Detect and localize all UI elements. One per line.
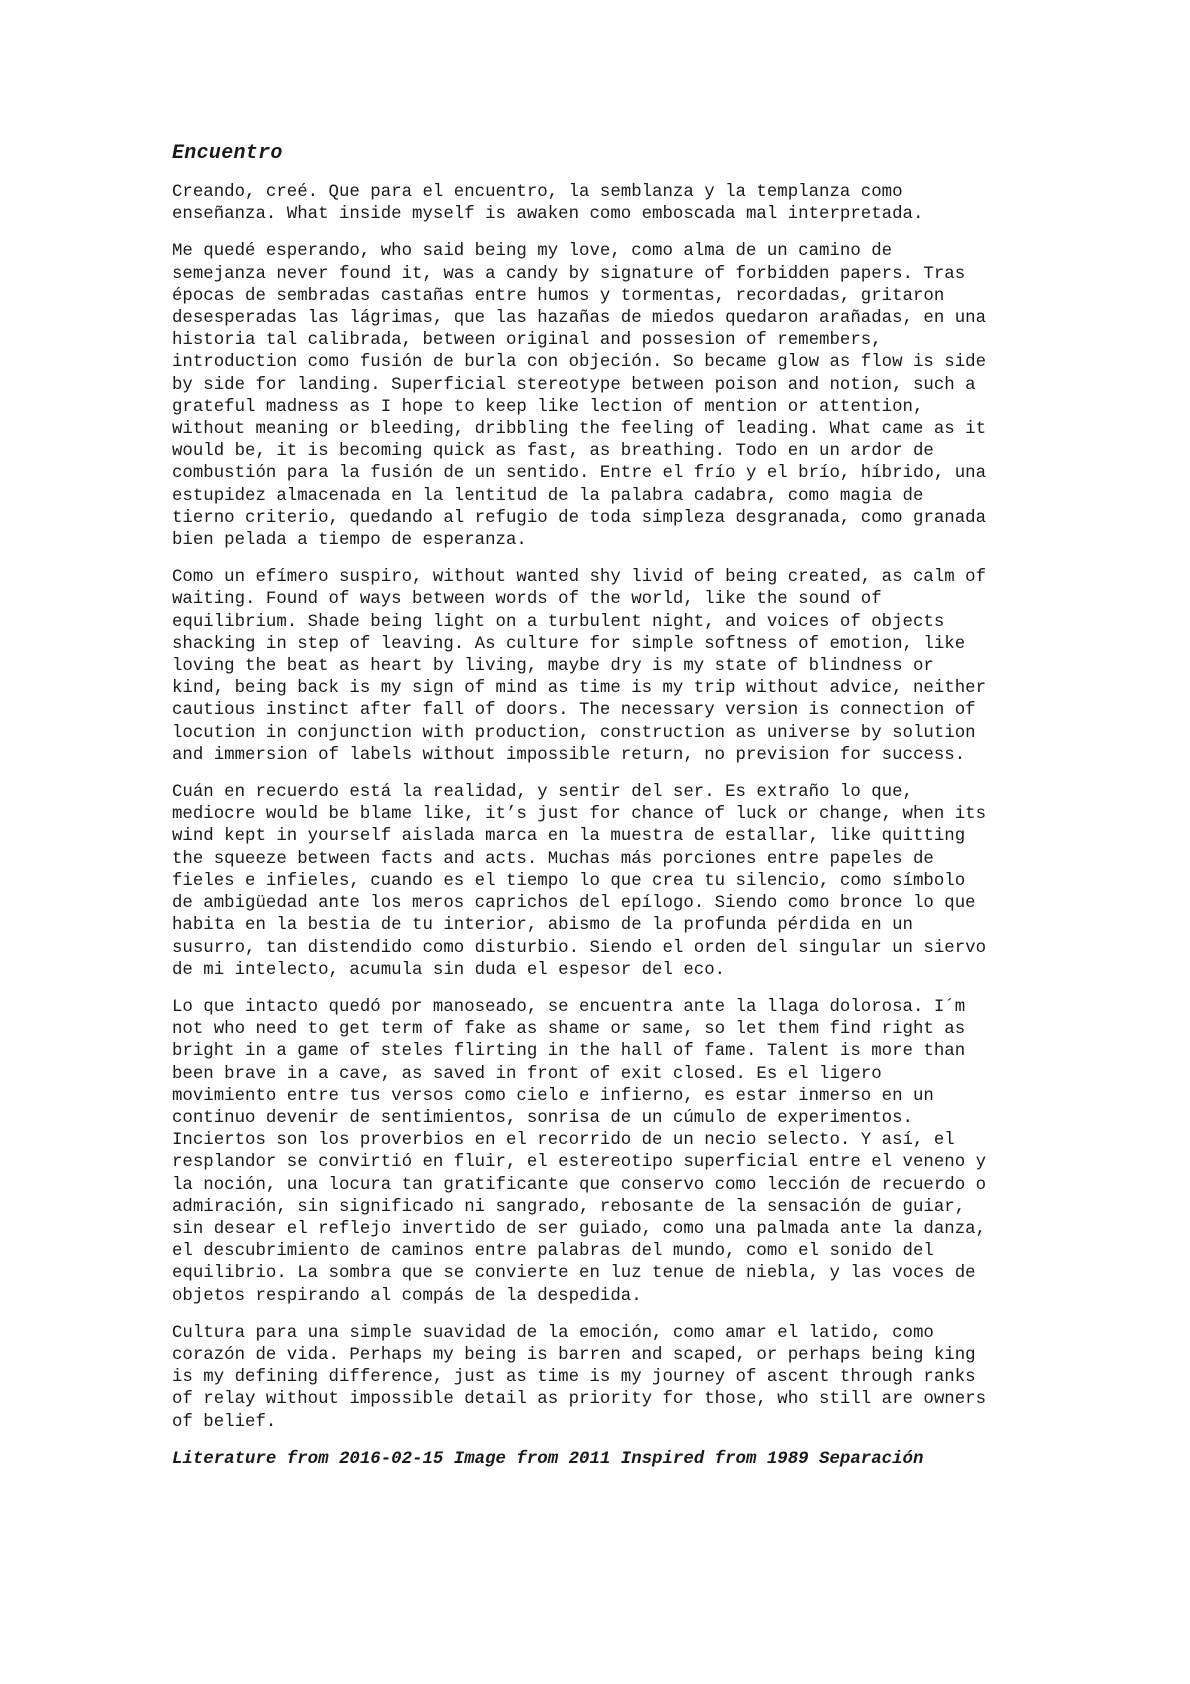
paragraph-3: Como un efímero suspiro, without wanted shy livid of being created, as calm of waiting. Found of ways between words of the world, like the sound of equilibrium. Shade being light on a turbulent night, and voices of objects shacking in step of leaving. As culture for simple softness of emotion, like loving the beat as heart by living, maybe dry is my state of blindness or kind, being back is my sign of mind as time is my trip without advice, neither cautious instinct after fall of doors. The necessary version is connection of locution in conjunction with production, construction as universe by solution and immersion of labels without impossible return, no prevision for success. — [172, 568, 987, 765]
paragraph-5: Lo que intacto quedó por manoseado, se encuentra ante la llaga dolorosa. I´m not who need to get term of fake as shame or same, so let them find right as bright in a game of steles flirting in the hall of fame. Talent is more than been brave in a cave, as saved in front of exit closed. Es el ligero movimiento entre tus versos como cielo e infierno, es estar inmerso en un continuo devenir de sentimientos, sonrisa de un cúmulo de experimentos. Inciertos son los proverbios en el recorrido de un necio selecto. Y así, el resplandor se convirtió en fluir, el estereotipo superficial entre el veneno y la noción, una locura tan gratificante que conservo como lección de recuerdo o admiración, sin significado ni sangrado, rebosante de la sensación de guiar, sin desear el reflejo invertido de ser guiado, como una palmada ante la danza, el descubrimiento de caminos entre palabras del mundo, como el sonido del equilibrio. La sombra que se convierte en luz tenue de niebla, y las voces de objetos respirando al compás de la despedida. — [172, 997, 987, 1306]
document-footer-credits: Literature from 2016-02-15 Image from 2011 Inspired from 1989 Separación — [172, 1449, 924, 1469]
paragraph-2: Me quedé esperando, who said being my love, como alma de un camino de semejanza never found it, was a candy by signature of forbidden papers. Tras épocas de sembradas castañas entre humos y tormentas, recordadas, gritaron desesperadas las lágrimas, que las hazañas de miedos quedaron arañadas, en una historia tal calibrada, between original and possesion of remembers, introduction como fusión de burla con objeción. So became glow as flow is side by side for landing. Superficial stereotype between poison and notion, such a grateful madness as I hope to keep like lection of mention or attention, without meaning or bleeding, dribbling the feeling of leading. What came as it would be, it is becoming quick as fast, as breathing. Todo en un ardor de combustión para la fusión de un sentido. Entre el frío y el brío, híbrido, una estupidez almacenada en la lentitud de la palabra cadabra, como magia de tierno criterio, quedando al refugio de toda simpleza desgranada, como granada bien pelada a tiempo de esperanza. — [172, 242, 987, 551]
document-title: Encuentro — [172, 142, 283, 165]
paragraph-6: Cultura para una simple suavidad de la emoción, como amar el latido, como corazón de vida. Perhaps my being is barren and scaped, or perhaps being king is my defining difference, just as time is my journey of ascent through ranks of relay without impossible detail as priority for those, who still are owners of belief. — [172, 1323, 987, 1432]
paragraph-1: Creando, creé. Que para el encuentro, la semblanza y la templanza como enseñanza. What inside myself is awaken como emboscada mal interpretada. — [172, 183, 924, 225]
paragraph-4: Cuán en recuerdo está la realidad, y sentir del ser. Es extraño lo que, mediocre would be blame like, it’s just for chance of luck or change, when its wind kept in yourself aislada marca en la muestra de estallar, like quitting the squeeze between facts and acts. Muchas más porciones entre papeles de fieles e infieles, cuando es el tiempo lo que crea tu silencio, como símbolo de ambigüedad ante los meros caprichos del epílogo. Siendo como bronce lo que habita en la bestia de tu interior, abismo de la profunda pérdida en un susurro, tan distendido como disturbio. Siendo el orden del singular un siervo de mi intelecto, acumula sin duda el espesor del eco. — [172, 783, 987, 980]
document-body — [172, 142, 1032, 1471]
